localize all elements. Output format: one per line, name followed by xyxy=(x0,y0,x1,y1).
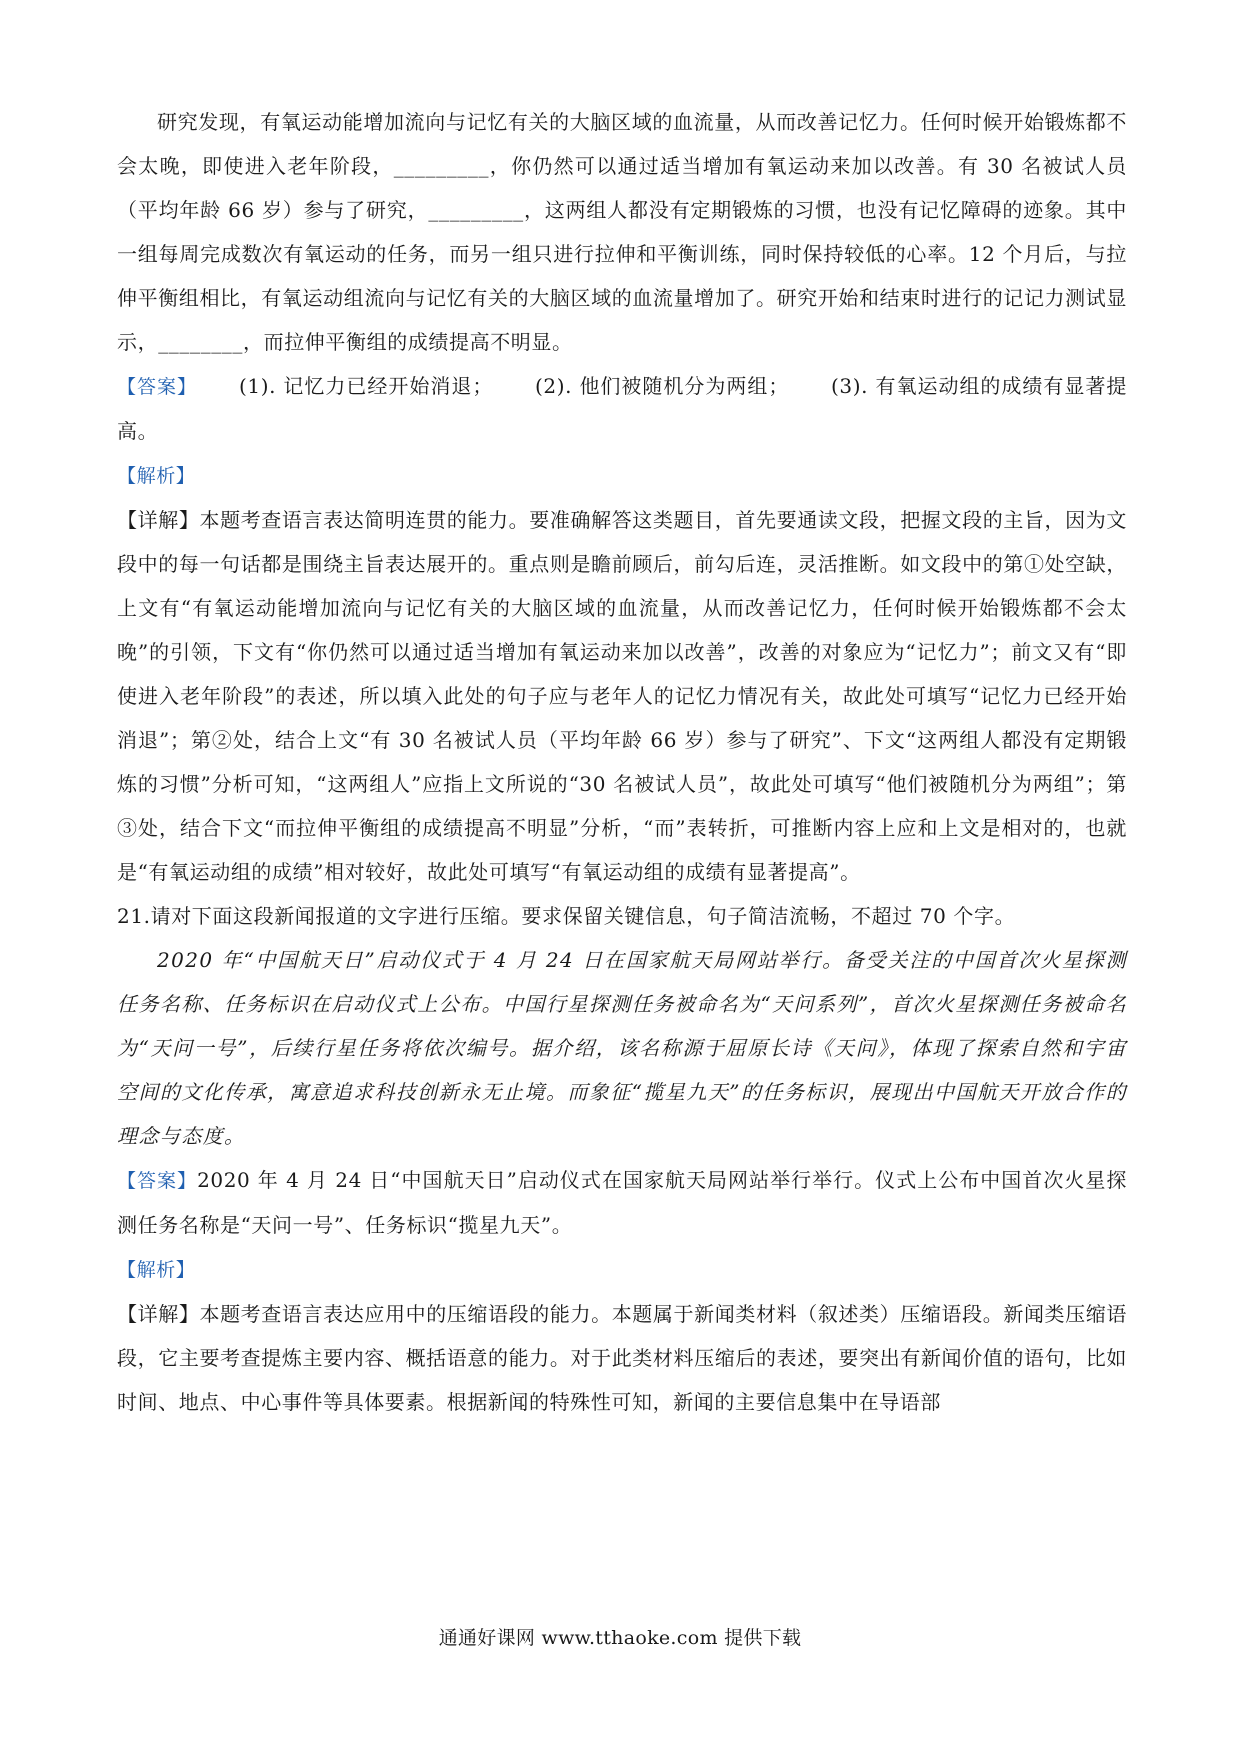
answer-item-1: (1). 记忆力已经开始消退； xyxy=(238,374,493,398)
answer-tag: 【答案】 xyxy=(117,1170,198,1192)
q21-news-paragraph: 2020 年“中国航天日”启动仪式于 4 月 24 日在国家航天局网站举行。备受关注的中国首次火星探测任务名称、任务标识在启动仪式上公布。中国行星探测任务被命名为“天问系列”，首次火星探测任务被命名为“天问一号”，后续行星任务将依次编号。据介绍，该名称源于屈原长诗《天问》，体现了探索自然和宇宙空间的文化传承，寓意追求科技创新永无止境。而象征“揽星九天”的任务标识，展现出中国航天开放合作的理念与态度。 xyxy=(117,948,1127,1148)
answer-text: 2020 年 4 月 24 日“中国航天日”启动仪式在国家航天局网站举行举行。仪式上公布中国首次火星探测任务名称是“天问一号”、任务标识“揽星九天”。 xyxy=(117,1168,1127,1237)
page-footer: 通通好课网 www.tthaoke.com 提供下载 xyxy=(438,1627,802,1649)
q21-analysis-heading xyxy=(117,1247,1127,1292)
detail-tag: 【详解】 xyxy=(117,1302,200,1326)
answer-item-3: (3). 有氧运动组的成绩有显著提高。 xyxy=(117,374,1128,443)
q21-detail-paragraph xyxy=(117,1292,1127,1424)
detail-text: 本题考查语言表达简明连贯的能力。要准确解答这类题目，首先要通读文段，把握文段的主旨，因为文段中的每一句话都是围绕主旨表达展开的。重点则是瞻前顾后，前勾后连，灵活推断。如文段中的第①处空缺，上文有“有氧运动能增加流向与记忆有关的大脑区域的血流量，从而改善记忆力，任何时候开始锻炼都不会太晚”的引领，下文有“你仍然可以通过适当增加有氧运动来加以改善”，改善的对象应为“记忆力”；前文又有“即使进入老年阶段”的表述，所以填入此处的句子应与老年人的记忆力情况有关，故此处可填写“记忆力已经开始消退”；第②处，结合上文“有 30 名被试人员（平均年龄 66 岁）参与了研究”、下文“这两组人都没有定期锻炼的习惯”分析可知，“这两组人”应指上文所说的“30 名被试人员”，故此处可填写“他们被随机分为两组”；第③处，结合下文“而拉伸平衡组的成绩提高不明显”分析，“而”表转折，可推断内容上应和上文是相对的，也就是“有氧运动组的成绩”相对较好，故此处可填写“有氧运动组的成绩有显著提高”。 xyxy=(117,508,1127,884)
q20-analysis-heading xyxy=(117,453,1127,498)
q20-detail-paragraph xyxy=(117,498,1127,894)
answer-tag: 【答案】 xyxy=(117,376,197,398)
q20-answer-line xyxy=(117,364,1127,453)
q21-stem: 21.请对下面这段新闻报道的文字进行压缩。要求保留关键信息，句子简洁流畅，不超过 70 个字。 xyxy=(117,904,1016,928)
detail-tag: 【详解】 xyxy=(117,508,200,532)
analysis-tag: 【解析】 xyxy=(117,465,196,487)
analysis-tag: 【解析】 xyxy=(117,1259,196,1281)
answer-item-2: (2). 他们被随机分为两组； xyxy=(535,374,790,398)
page-content xyxy=(117,100,1127,1424)
detail-text: 本题考查语言表达应用中的压缩语段的能力。本题属于新闻类材料（叙述类）压缩语段。新闻类压缩语段，它主要考查提炼主要内容、概括语意的能力。对于此类材料压缩后的表述，要突出有新闻价值的语句，比如时间、地点、中心事件等具体要素。根据新闻的特殊性可知，新闻的主要信息集中在导语部 xyxy=(117,1302,1127,1414)
passage-paragraph: 研究发现，有氧运动能增加流向与记忆有关的大脑区域的血流量，从而改善记忆力。任何时候开始锻炼都不会太晚，即使进入老年阶段，_________，你仍然可以通过适当增加有氧运动来加以改善。有 30 名被试人员（平均年龄 66 岁）参与了研究，_________，这两组人都没有定期锻炼的习惯，也没有记忆障碍的迹象。其中一组每周完成数次有氧运动的任务，而另一组只进行拉伸和平衡训练，同时保持较低的心率。12 个月后，与拉伸平衡组相比，有氧运动组流向与记忆有关的大脑区域的血流量增加了。研究开始和结束时进行的记记力测试显示，________，而拉伸平衡组的成绩提高不明显。 xyxy=(117,110,1127,354)
q21-answer-paragraph xyxy=(117,1158,1127,1247)
